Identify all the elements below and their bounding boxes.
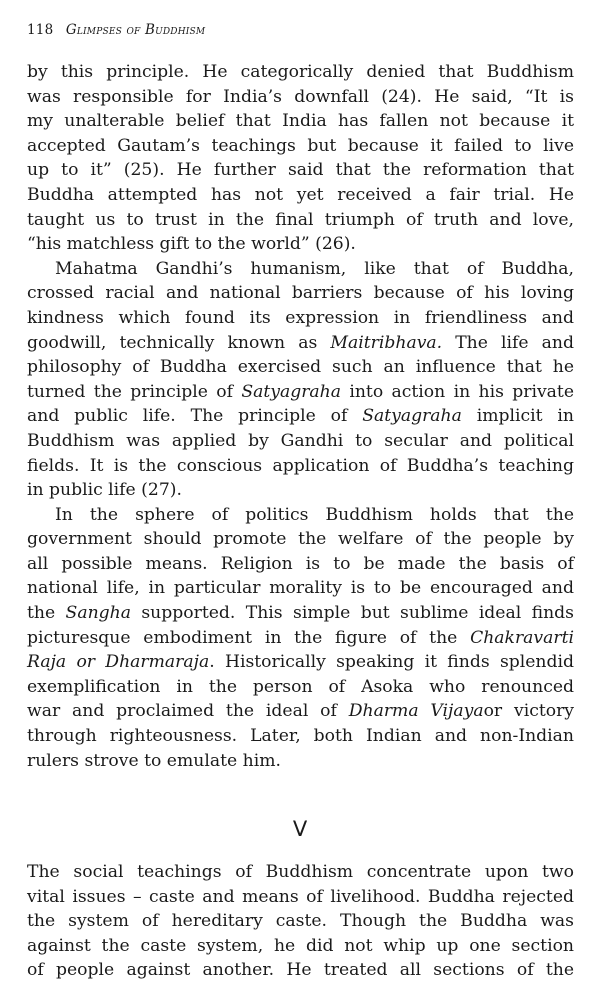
line-segment: The life and: [442, 332, 574, 353]
line-segment: picturesque embodiment in the figure of the: [27, 627, 471, 648]
line-segment: and public life. The principle of: [27, 406, 363, 427]
text-line: taught us to trust in the final triumph of truth and love,: [27, 209, 574, 230]
text-line: the system of hereditary caste. Though the Buddha was: [27, 911, 574, 932]
italic-term: Dharma Vijaya: [348, 701, 484, 722]
text-line: fields. It is the conscious application of Buddha’s teaching: [27, 455, 574, 476]
text-line: was responsible for India’s downfall (24). He said, “It is: [27, 86, 574, 107]
text-line: accepted Gautam’s teachings but because it failed to live: [27, 135, 574, 156]
text-line: [27, 699, 574, 724]
text-line: my unalterable belief that India has fallen not because it: [27, 111, 574, 132]
text-line: Buddha attempted has not yet received a fair trial. He: [27, 184, 574, 205]
text-line: rulers strove to emulate him.: [27, 750, 281, 771]
text-line: all possible means. Religion is to be made the basis of: [27, 553, 574, 574]
section-heading: V: [292, 817, 308, 841]
text-line: [27, 380, 574, 405]
line-segment: goodwill, technically known as: [27, 332, 331, 353]
text-line: against the caste system, he did not whip up one section: [27, 935, 574, 956]
text-line: vital issues – caste and means of livelihood. Buddha rejected: [27, 886, 574, 907]
italic-term: Maitribhava.: [330, 332, 443, 353]
italic-term: Raja or Dharmaraja: [27, 652, 210, 673]
line-segment: or victory: [483, 701, 574, 722]
running-head: [27, 22, 205, 38]
text-line: government should promote the welfare of the people by: [27, 529, 574, 550]
text-line: In the sphere of politics Buddhism holds that the: [55, 504, 574, 525]
paragraph-1: [27, 60, 574, 257]
text-line: by this principle. He categorically denied that Buddhism: [27, 62, 574, 82]
text-line: [27, 404, 574, 429]
italic-term: Sangha: [65, 603, 131, 624]
text-line: [27, 650, 574, 675]
line-segment: supported. This simple but sublime ideal finds: [130, 603, 574, 624]
text-line: [27, 601, 574, 626]
body-text: [27, 60, 574, 773]
text-line: crossed racial and national barriers because of his loving: [27, 283, 574, 304]
text-line: of people against another. He treated all sections of the: [27, 960, 574, 981]
text-line: exemplification in the person of Asoka who renounced: [27, 676, 574, 697]
text-line: up to it” (25). He further said that the reformation that: [27, 160, 574, 181]
section-body-text: [27, 860, 574, 983]
line-segment: implicit in: [461, 406, 574, 427]
line-segment: . Historically speaking it finds splendid: [209, 652, 574, 673]
text-line: through righteousness. Later, both Indian and non-Indian: [27, 726, 574, 747]
line-segment: the: [27, 603, 66, 624]
line-segment: into action in his private: [340, 381, 574, 402]
text-line: Mahatma Gandhi’s humanism, like that of Buddha,: [55, 258, 574, 279]
text-line: Buddhism was applied by Gandhi to secular and political: [27, 430, 574, 451]
running-title: Glimpses of Buddhism: [65, 22, 206, 38]
text-line: [27, 626, 574, 651]
text-line: national life, in particular morality is to be encouraged and: [27, 578, 574, 599]
text-line: in public life (27).: [27, 480, 182, 501]
line-segment: turned the principle of: [27, 381, 242, 402]
text-line: [27, 331, 574, 356]
line-segment: war and proclaimed the ideal of: [27, 701, 349, 722]
italic-term: Satyagraha: [241, 381, 341, 402]
text-line: The social teachings of Buddhism concentrate upon two: [27, 862, 574, 882]
text-line: philosophy of Buddha exercised such an influence that he: [27, 357, 574, 378]
text-line: kindness which found its expression in friendliness and: [27, 307, 574, 328]
italic-term: Satyagraha: [362, 406, 462, 427]
italic-term: Chakravarti: [470, 627, 574, 648]
page-number: 118: [27, 22, 54, 38]
paragraph-3: [27, 503, 574, 774]
text-line: “his matchless gift to the world” (26).: [27, 234, 356, 255]
paragraph-2: [27, 257, 574, 503]
